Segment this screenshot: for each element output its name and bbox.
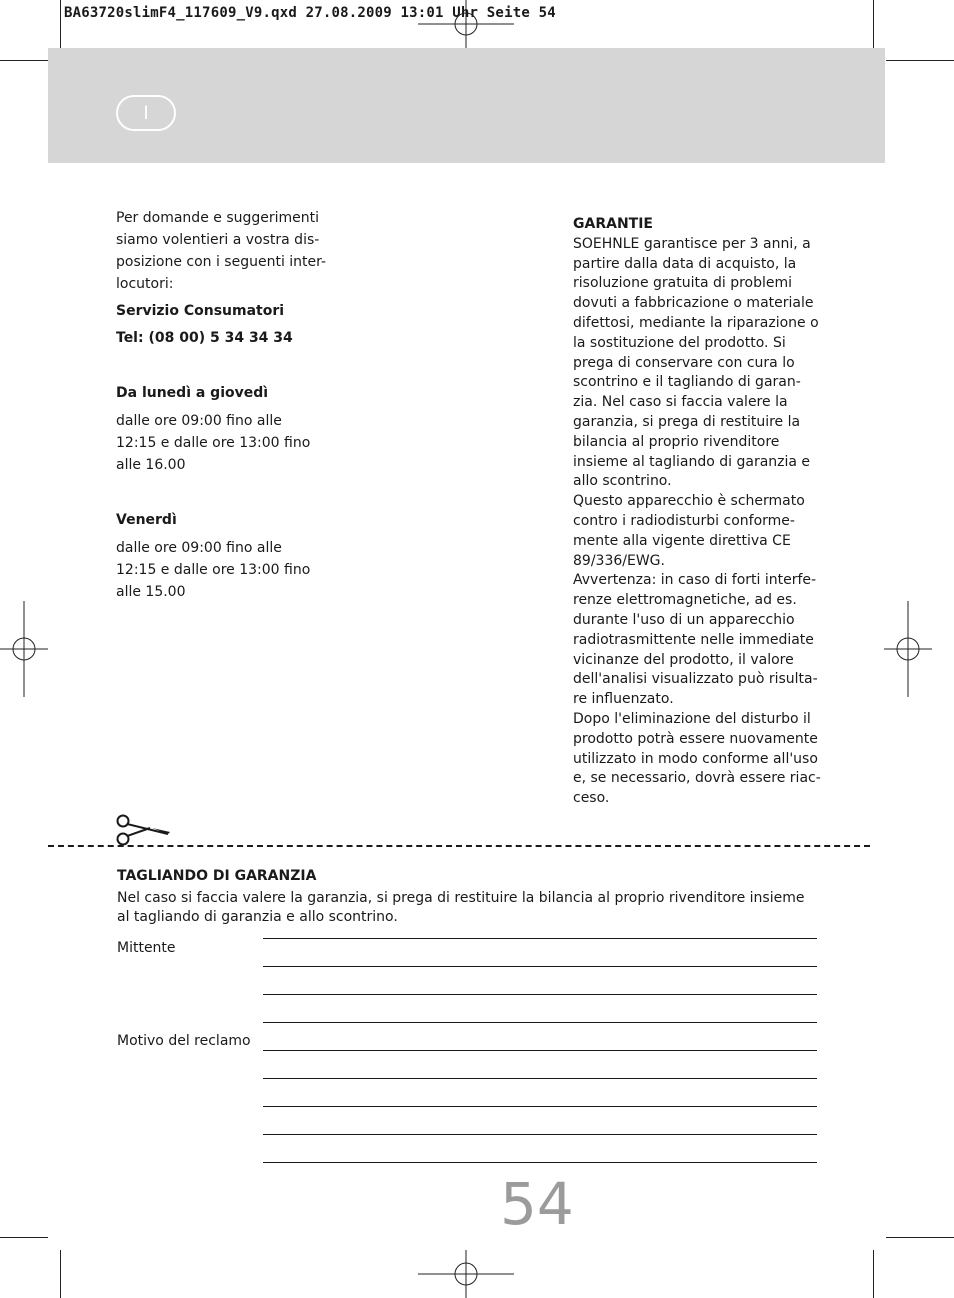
coupon-text-line: Nel caso si faccia valere la garanzia, si prega di restituire la bilancia al proprio rivenditore insieme	[117, 890, 805, 906]
hours-line: dalle ore 09:00 fino alle	[116, 540, 282, 556]
hours-line: 12:15 e dalle ore 13:00 fino	[116, 435, 311, 451]
weekdays-title: Da lunedì a giovedì	[116, 385, 269, 401]
warranty-line: dovuti a fabbricazione o materiale	[573, 295, 814, 312]
page-number: 54	[500, 1170, 574, 1238]
warranty-line: difettosi, mediante la riparazione o	[573, 314, 819, 331]
sender-field[interactable]	[263, 966, 817, 967]
warranty-line: zia. Nel caso si faccia valere la	[573, 394, 788, 411]
phone-number: Tel: (08 00) 5 34 34 34	[116, 330, 293, 346]
contact-column	[116, 207, 346, 603]
intro-line: Per domande e suggerimenti	[116, 210, 320, 226]
warranty-line: utilizzato in modo conforme all'uso	[573, 750, 818, 767]
hours-line: 12:15 e dalle ore 13:00 fino	[116, 562, 311, 578]
sender-field[interactable]	[263, 1022, 817, 1023]
warranty-line: renze elettromagnetiche, ad es.	[573, 592, 797, 609]
warranty-line: partire dalla data di acquisto, la	[573, 255, 797, 272]
hours-line: dalle ore 09:00 fino alle	[116, 413, 282, 429]
warranty-line: ceso.	[573, 790, 610, 807]
warranty-line: contro i radiodisturbi conforme-	[573, 512, 795, 529]
warranty-line: Dopo l'eliminazione del disturbo il	[573, 710, 811, 727]
print-slug: BA63720slimF4_117609_V9.qxd 27.08.2009 13:01 Uhr Seite 54	[64, 5, 556, 21]
warranty-line: radiotrasmittente nelle immediate	[573, 631, 814, 648]
reason-field[interactable]	[263, 1106, 817, 1107]
cut-line	[48, 845, 870, 847]
sender-label: Mittente	[117, 940, 176, 956]
warranty-line: insieme al tagliando di garanzia e	[573, 453, 811, 470]
warranty-text	[573, 235, 833, 809]
warranty-line: prega di conservare con cura lo	[573, 354, 795, 371]
warranty-line: scontrino e il tagliando di garan-	[573, 374, 801, 391]
warranty-line: risoluzione gratuita di problemi	[573, 275, 793, 292]
warranty-column	[573, 215, 833, 809]
warranty-line: vicinanze del prodotto, il valore	[573, 651, 794, 668]
warranty-line: bilancia al proprio rivenditore	[573, 433, 780, 450]
warranty-line: garanzia, si prega di restituire la	[573, 413, 801, 430]
reason-field[interactable]	[263, 1050, 817, 1051]
intro-line: locutori:	[116, 276, 174, 292]
warranty-line: 89/336/EWG.	[573, 552, 665, 569]
reason-field[interactable]	[263, 1078, 817, 1079]
friday-title: Venerdì	[116, 512, 177, 528]
reason-field[interactable]	[263, 1162, 817, 1163]
warranty-line: Avvertenza: in caso di forti interfe-	[573, 572, 817, 589]
scissors-icon	[112, 812, 174, 848]
coupon-text-line: al tagliando di garanzia e allo scontrino.	[117, 909, 398, 925]
reason-field[interactable]	[263, 1134, 817, 1135]
sender-field[interactable]	[263, 994, 817, 995]
reason-label: Motivo del reclamo	[117, 1033, 251, 1049]
warranty-line: prodotto potrà essere nuovamente	[573, 730, 818, 747]
sender-field[interactable]	[263, 938, 817, 939]
warranty-title: GARANTIE	[573, 216, 653, 232]
warranty-line: re influenzato.	[573, 691, 674, 708]
warranty-line: la sostituzione del prodotto. Si	[573, 334, 786, 351]
hours-line: alle 15.00	[116, 584, 186, 600]
warranty-line: allo scontrino.	[573, 473, 672, 490]
intro-line: siamo volentieri a vostra dis-	[116, 232, 320, 248]
warranty-line: e, se necessario, dovrà essere riac-	[573, 770, 821, 787]
warranty-line: dell'analisi visualizzato può risulta-	[573, 671, 818, 688]
service-title: Servizio Consumatori	[116, 303, 285, 319]
hours-line: alle 16.00	[116, 457, 186, 473]
coupon	[117, 865, 837, 927]
warranty-line: durante l'uso di un apparecchio	[573, 611, 795, 628]
warranty-line: SOEHNLE garantisce per 3 anni, a	[573, 235, 811, 252]
language-badge: I	[116, 95, 176, 131]
intro-line: posizione con i seguenti inter-	[116, 254, 327, 270]
warranty-line: Questo apparecchio è schermato	[573, 493, 805, 510]
warranty-line: mente alla vigente direttiva CE	[573, 532, 791, 549]
coupon-title: TAGLIANDO DI GARANZIA	[117, 868, 317, 884]
